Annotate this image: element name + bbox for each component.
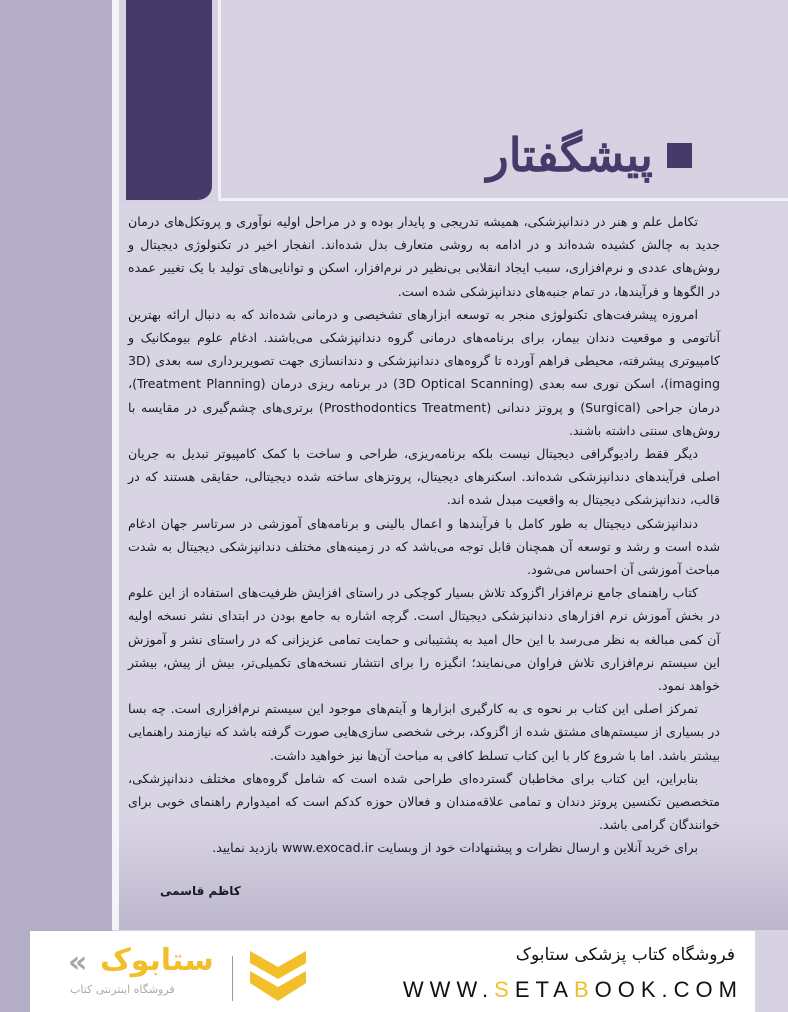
paragraph: برای خرید آنلاین و ارسال نظرات و پیشنهادات خود از وبسایت www.exocad.ir بازدید نمایید. <box>212 840 698 856</box>
store-name: فروشگاه کتاب پزشکی ستابوک <box>515 945 735 965</box>
chevron-logo-icon <box>248 949 308 1003</box>
paragraph: تمرکز اصلی این کتاب بر نحوه ی به کارگیری ابزارها و آیتم‌های موجود این سیستم نرم‌افزاری است. چه بسا در بسیاری از سیستم‌های مشتق شده از اگزوکد، برخی شخصی سازی‌هایی صورت گرفته باشد که نیازمند راهنمایی بیشتر باشد. اما با شروع کار با این کتاب تسلط کافی به مباحث آن‌ها نیز خواهید داشت. <box>128 701 720 763</box>
url-part-highlight: S <box>494 977 515 1002</box>
vertical-divider <box>112 0 119 930</box>
logo-divider <box>232 956 233 1001</box>
page-title <box>486 128 692 182</box>
paragraph: امروزه پیشرفت‌های تکنولوژی منجر به توسعه ابزارهای تشخیصی و درمانی شده‌اند که به دنبال ارائه بهترین آناتومی و موقعیت دندان بیمار، برای برنامه‌های درمانی گروه دندانپزشکی می‌باشند. ادغام علوم بیومکانیک و کامپیوتری پیشرفته، محیطی فراهم آورده تا گروه‌های دندانپزشکی و دندانسازی جهت تصویربرداری سه بعدی (3D imaging)، اسکن نوری سه بعدی (3D Optical Scanning) در برنامه ریزی درمان (Treatment Planning)، درمان جراحی (Surgical) و پروتز دندانی (Prosthodontics Treatment) برتری‌های چشم‌گیری در مقایسه با روش‌های سنتی داشته باشند. <box>128 306 720 438</box>
logo-subtitle: فروشگاه اینترنتی کتاب <box>70 983 175 996</box>
store-banner <box>30 931 755 1012</box>
paragraph: دیگر فقط رادیوگرافی دیجیتال نیست بلکه برنامه‌ریزی، طراحی و ساخت با کمک کامپیوتر تبدیل به جریان اصلی فرآیندهای دندانپزشکی شده‌اند. اسکنرهای دیجیتال، پروتزهای ساخته شده دیجیتالی، حقایقی هستند که در قالب، دندانپزشکی دیجیتال به واقعیت مبدل شده اند. <box>128 446 720 508</box>
url-part: ETA <box>514 977 574 1002</box>
url-part: WWW. <box>402 977 495 1002</box>
paragraph: کتاب راهنمای جامع نرم‌افزار اگزوکد تلاش بسیار کوچکی در راستای افزایش ظرفیت‌های استفاده از این علوم در بخش آموزش نرم افزارهای دندانپزشکی دیجیتال است. گرچه اشاره به جامع بودن در ابتدای نشر نسخه اولیه آن کمی مبالغه به نظر می‌رسد با این حال امید به پشتیبانی و حمایت تمامی عزیزانی که در راستای نشر و آموزش این سیستم نرم‌افزاری تلاش فراوان می‌نمایند؛ انگیزه را برای انتشار نسخه‌های تکمیلی‌تر، بیش از پیش، بیشتر خواهد نمود. <box>128 585 720 694</box>
chapter-tab-block <box>126 0 212 200</box>
url-part: OOK.COM <box>594 977 743 1002</box>
author-name: کاظم قاسمی <box>160 884 241 898</box>
paragraph: تکامل علم و هنر در دندانپزشکی، همیشه تدریجی و پایدار بوده و در مراحل اولیه نوآوری و پروتکل‌های درمان جدید به چالش کشیده شده‌اند و در ادامه به روشی متعارف بدل شده‌اند. انفجار اخیر در تکنولوژی دیجیتال و روش‌های عددی و نرم‌افزاری، سبب ایجاد انقلابی بی‌نظیر در نرم‌افزار، اسکن و توانایی‌های تولید با یک تغییر عمده در الگوها و فرآیندها، در تمام جنبه‌های دندانپزشکی شده است. <box>128 214 720 299</box>
url-part-highlight: B <box>573 977 595 1002</box>
store-url[interactable] <box>403 977 743 1003</box>
preface-text <box>128 210 720 860</box>
paragraph: دندانپزشکی دیجیتال به طور کامل با فرآیندها و اعمال بالینی و برنامه‌های آموزشی در سرتاسر جهان ادغام شده است و رشد و توسعه آن همچنان قابل توجه می‌باشد که در زمینه‌های مختلف دندانپزشکی دیجیتال به شدت مباحث آموزشی آن احساس می‌شود. <box>128 515 720 578</box>
logo-arrows-icon: « <box>68 945 88 980</box>
paragraph: بنابراین، این کتاب برای مخاطبان گسترده‌ای طراحی شده است که شامل گروه‌های مختلف دندانپزشکی، متخصصین تکنسین پروتز دندان و تمامی علاقه‌مندان و فعالان حوزه کدکم است که امیدوارم راهنمای خوبی برای خوانندگان گرامی باشد. <box>128 770 720 833</box>
logo-wordmark: ستابوک <box>100 943 214 978</box>
left-decorative-band <box>0 0 112 1012</box>
page-title-text: پیشگفتار <box>486 128 653 182</box>
square-bullet-icon <box>667 143 692 168</box>
